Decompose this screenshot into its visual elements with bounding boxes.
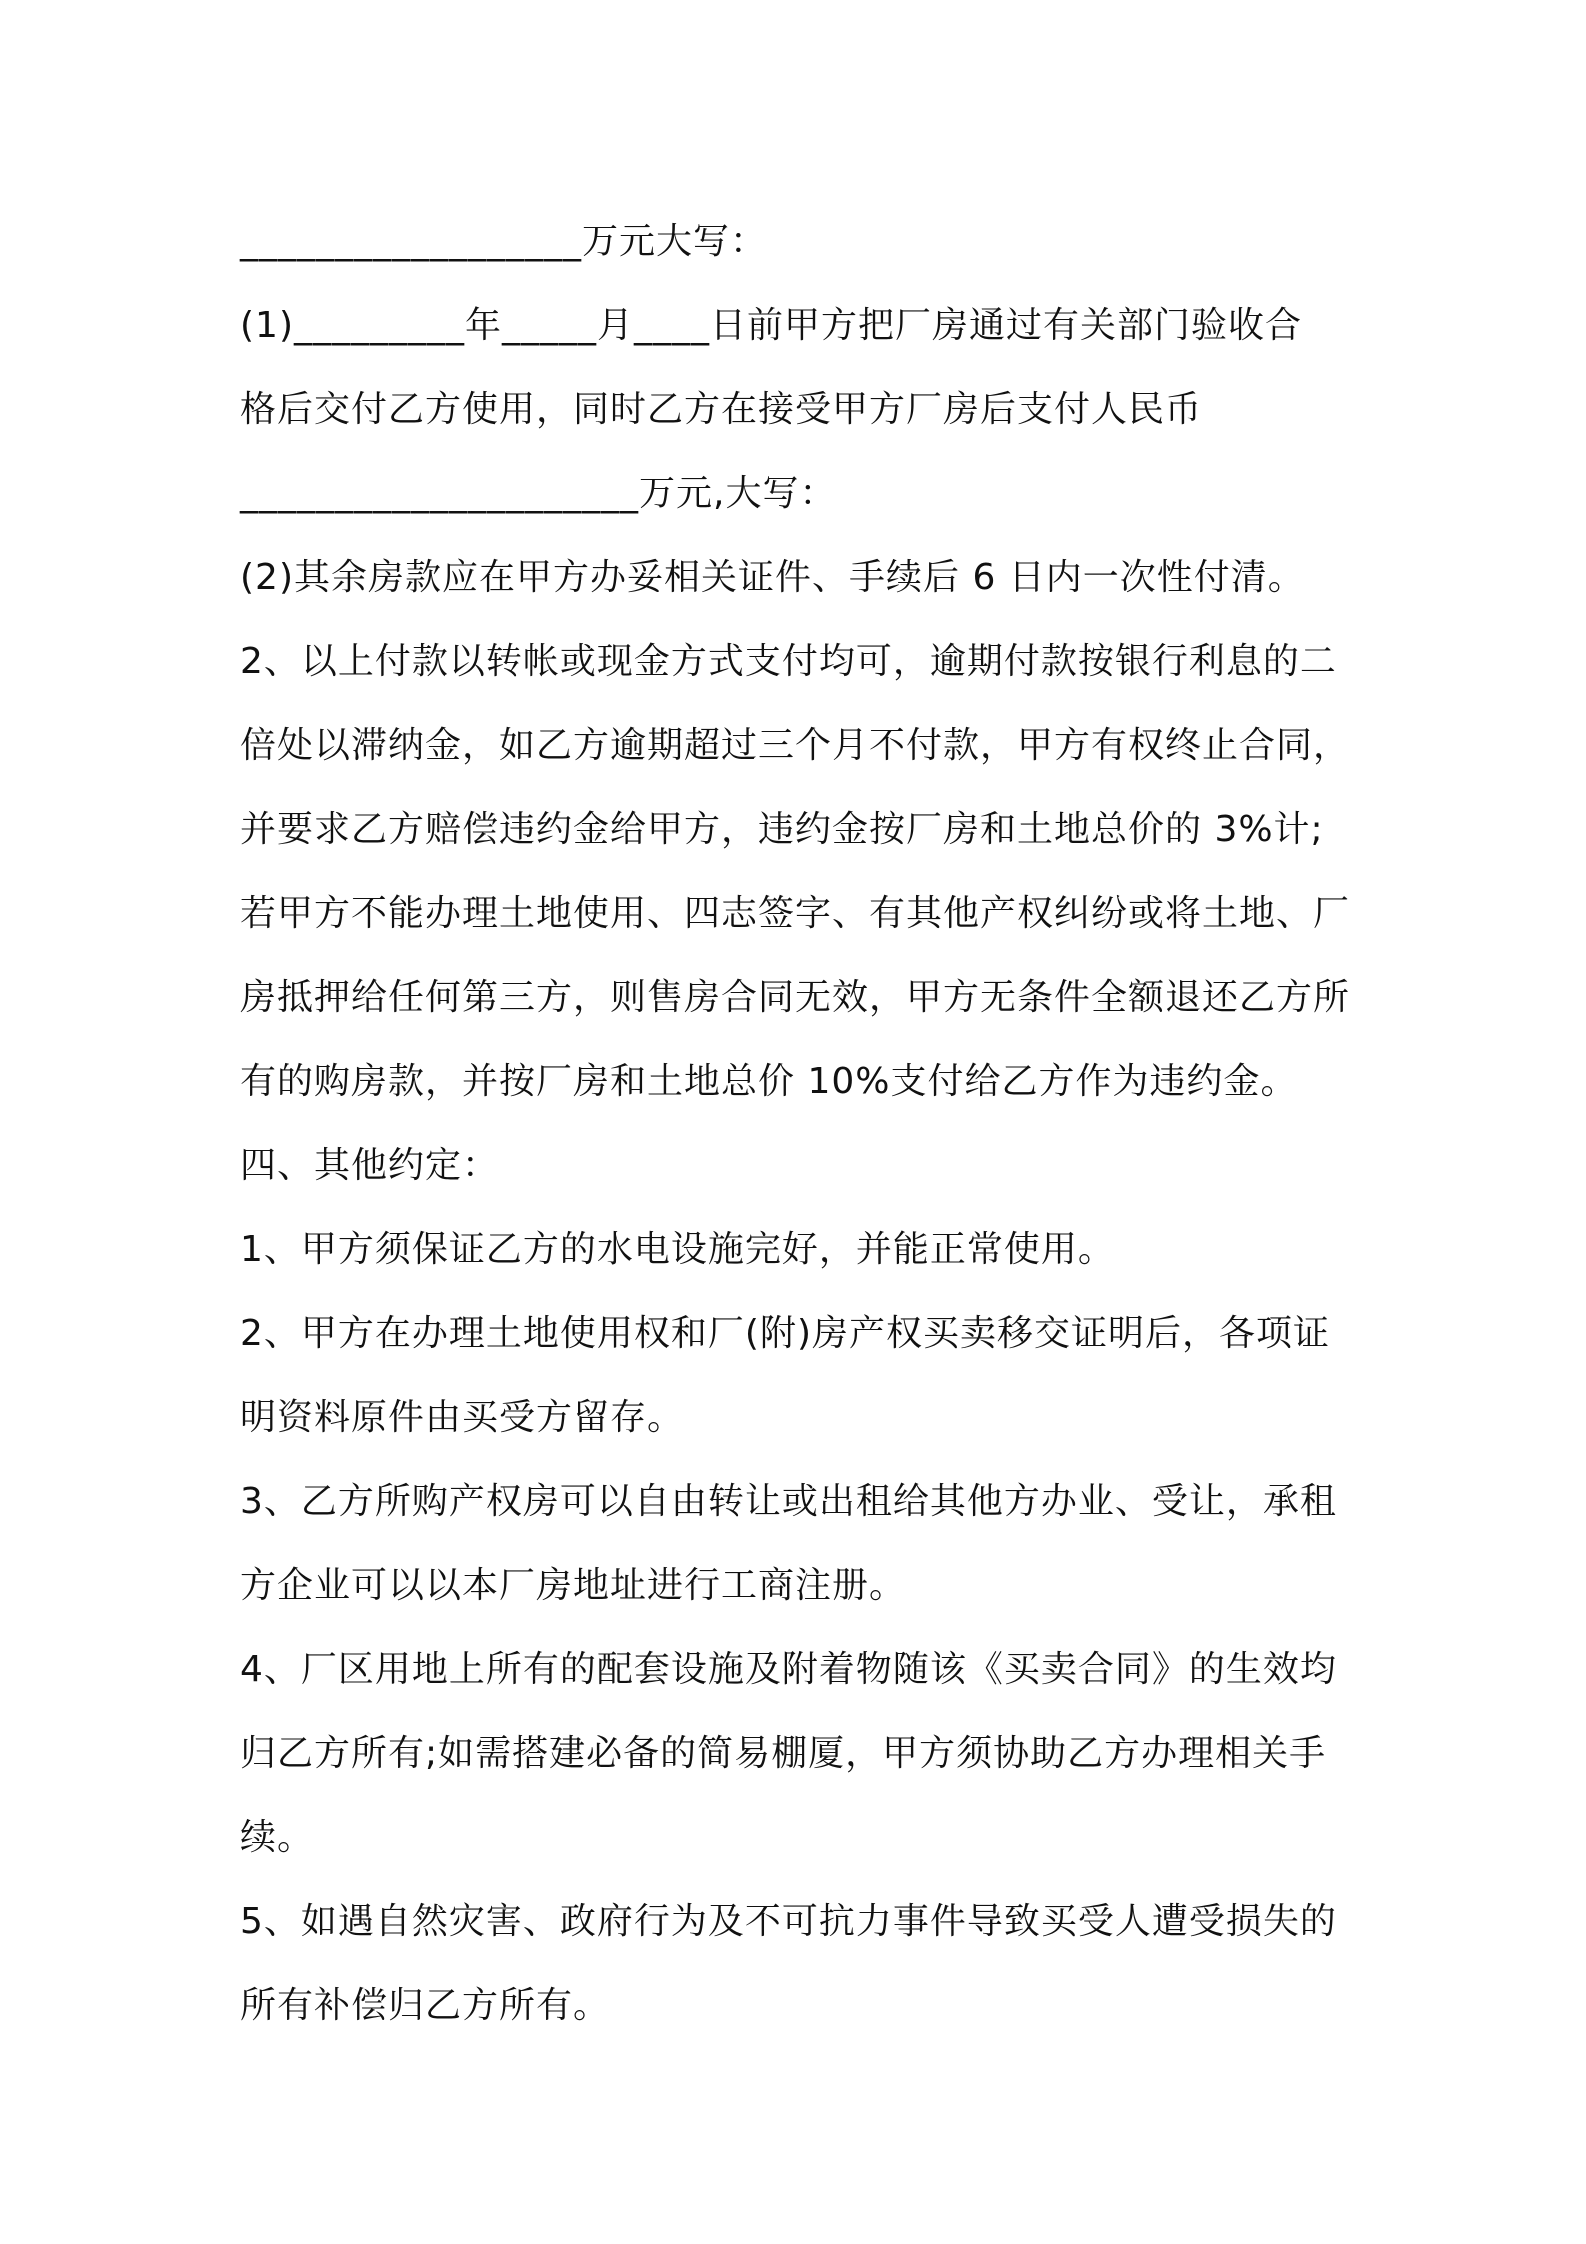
text-line: __________________万元大写： xyxy=(240,221,768,262)
text-line: 续。 xyxy=(240,1817,315,1858)
text-line: 4、厂区用地上所有的配套设施及附着物随该《买卖合同》的生效均 xyxy=(240,1649,1337,1690)
text-line: 归乙方所有;如需搭建必备的简易棚厦，甲方须协助乙方办理相关手 xyxy=(240,1733,1327,1774)
text-line: 倍处以滞纳金，如乙方逾期超过三个月不付款，甲方有权终止合同， xyxy=(240,725,1351,766)
text-line: 方企业可以以本厂房地址进行工商注册。 xyxy=(240,1565,907,1606)
text-line: 若甲方不能办理土地使用、四志签字、有其他产权纠纷或将土地、厂 xyxy=(240,893,1351,934)
text-line: 明资料原件由买受方留存。 xyxy=(240,1397,685,1438)
section-heading: 四、其他约定： xyxy=(240,1145,500,1186)
text-line: 所有补偿归乙方所有。 xyxy=(240,1985,611,2026)
document-body xyxy=(240,200,1360,2048)
text-line: 并要求乙方赔偿违约金给甲方，违约金按厂房和土地总价的 3%计; xyxy=(240,809,1324,850)
text-line: 格后交付乙方使用，同时乙方在接受甲方厂房后支付人民币 xyxy=(240,389,1203,430)
text-line: 5、如遇自然灾害、政府行为及不可抗力事件导致买受人遭受损失的 xyxy=(240,1901,1337,1942)
text-line: 2、以上付款以转帐或现金方式支付均可，逾期付款按银行利息的二 xyxy=(240,641,1337,682)
text-line: 1、甲方须保证乙方的水电设施完好，并能正常使用。 xyxy=(240,1229,1115,1270)
text-line: 3、乙方所购产权房可以自由转让或出租给其他方办业、受让，承租 xyxy=(240,1481,1337,1522)
text-line: 2、甲方在办理土地使用权和厂(附)房产权买卖移交证明后，各项证 xyxy=(240,1313,1330,1354)
text-line: 房抵押给任何第三方，则售房合同无效，甲方无条件全额退还乙方所 xyxy=(240,977,1351,1018)
text-line: (1)_________年_____月____日前甲方把厂房通过有关部门验收合 xyxy=(240,305,1302,346)
text-line: 有的购房款，并按厂房和土地总价 10%支付给乙方作为违约金。 xyxy=(240,1061,1298,1102)
text-line: _____________________万元,大写： xyxy=(240,473,837,514)
text-line: (2)其余房款应在甲方办妥相关证件、手续后 6 日内一次性付清。 xyxy=(240,557,1305,598)
